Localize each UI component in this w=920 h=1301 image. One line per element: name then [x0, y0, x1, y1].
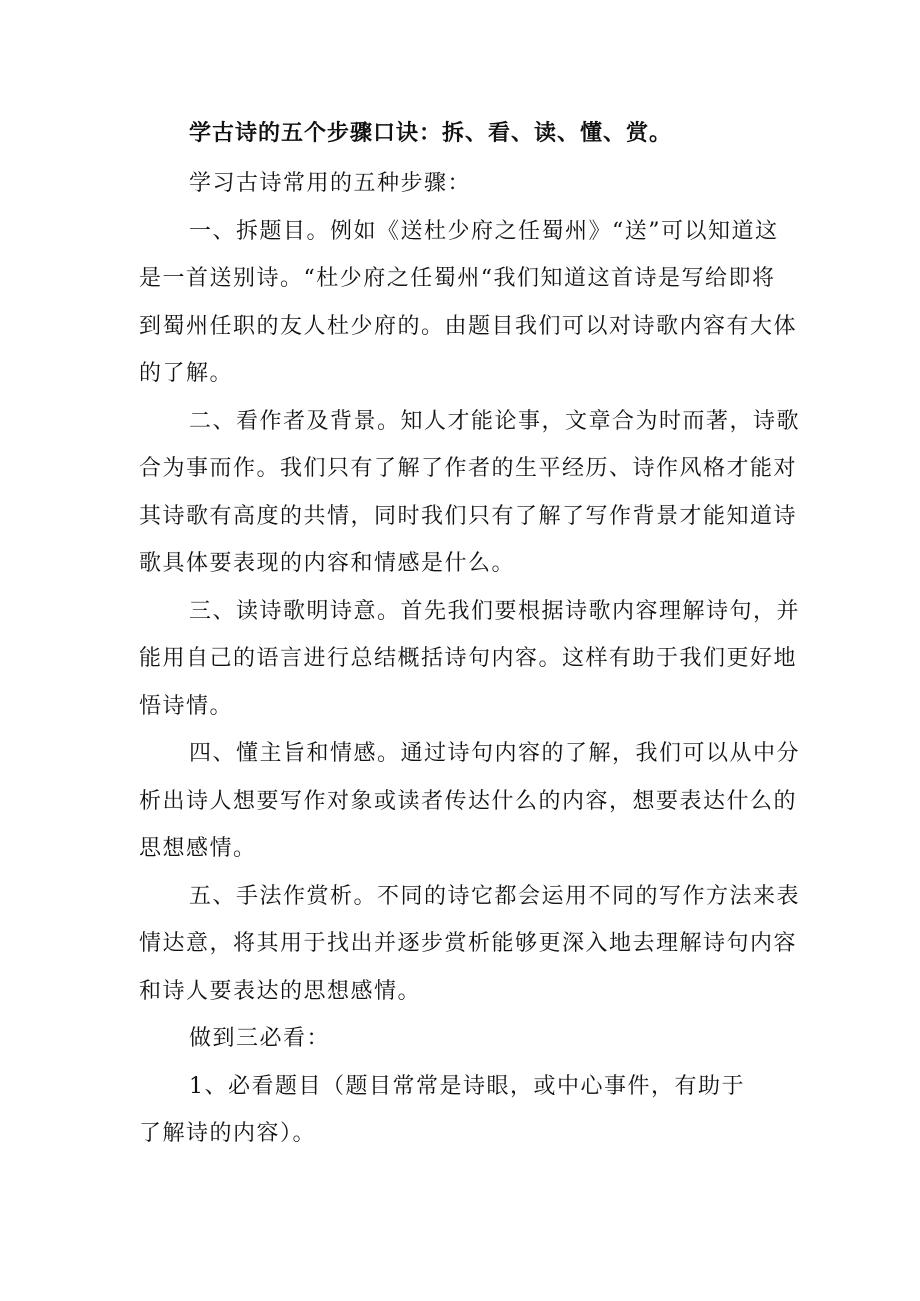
- paragraph-1: [139, 208, 798, 398]
- paragraph-line: 是一首送别诗。“杜少府之任蜀州“我们知道这首诗是写给即将: [139, 266, 776, 291]
- list-item-line: 1、必看题目（题目常常是诗眼，或中心事件，有助于: [189, 1073, 745, 1099]
- paragraph-4: [139, 730, 801, 873]
- paragraph-line: 思想感情。: [139, 836, 257, 861]
- paragraph-line: 析出诗人想要写作对象或读者传达什么的内容，想要表达什么的: [139, 788, 798, 814]
- document-title: 学古诗的五个步骤口诀：拆、看、读、懂、赏。: [189, 120, 673, 146]
- paragraph-line: 能用自己的语言进行总结概括诗句内容。这样有助于我们更好地: [139, 646, 798, 671]
- paragraph-line: 歌具体要表现的内容和情感是什么。: [139, 551, 516, 576]
- list-item-1: [139, 1063, 784, 1158]
- paragraph-line: 情达意，将其用于找出并逐步赏析能够更深入地去理解诗句内容: [139, 931, 798, 956]
- paragraph-5: [139, 873, 801, 1016]
- intro-line: 学习古诗常用的五种步骤：: [189, 171, 472, 196]
- paragraph-line: 合为事而作。我们只有了解了作者的生平经历、诗作风格才能对: [139, 456, 798, 481]
- paragraph-line: 三、读诗歌明诗意。首先我们要根据诗歌内容理解诗句，并: [189, 598, 801, 624]
- list-item-line: 了解诗的内容）。: [139, 1121, 317, 1146]
- paragraph-line: 其诗歌有高度的共情，同时我们只有了解了写作背景才能知道诗: [139, 503, 798, 529]
- paragraph-line: 的了解。: [139, 361, 234, 386]
- paragraph-line: 一、拆题目。例如《送杜少府之任蜀州》“送”可以知道这: [189, 218, 779, 244]
- document-body: [139, 112, 801, 1158]
- paragraph-line: 四、懂主旨和情感。通过诗句内容的了解，我们可以从中分: [189, 741, 801, 766]
- paragraph-line: 和诗人要表达的思想感情。: [139, 978, 422, 1004]
- paragraph-line: 悟诗情。: [139, 693, 234, 719]
- paragraph-2: [139, 398, 801, 588]
- subheading: 做到三必看：: [189, 1026, 331, 1051]
- paragraph-3: [139, 588, 801, 731]
- paragraph-line: 到蜀州任职的友人杜少府的。由题目我们可以对诗歌内容有大体: [139, 313, 798, 339]
- paragraph-line: 二、看作者及背景。知人才能论事，文章合为时而著，诗歌: [189, 408, 801, 434]
- paragraph-line: 五、手法作赏析。不同的诗它都会运用不同的写作方法来表: [189, 883, 801, 909]
